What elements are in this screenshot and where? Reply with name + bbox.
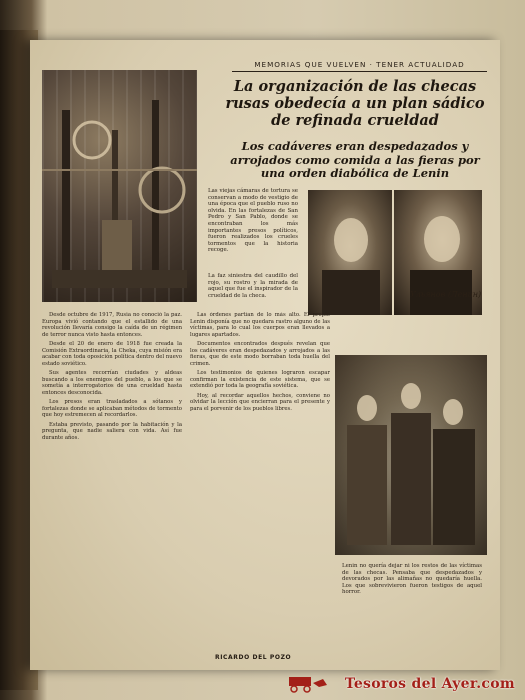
lenin-caption: La faz siniestra del caudillo del rojo, su rostro y la mirada de aquel que fue el inspirador de la crueldad de la checa. [208, 273, 298, 299]
article-paragraph: Los presos eran trasladados a sótanos y fortalezas donde se aplicaban métodos de tormento que hoy estremecen al recordarlos. [42, 399, 182, 418]
lenin-portrait-front [308, 190, 392, 315]
group-photo [335, 355, 487, 555]
article-paragraph: Estaba previsto, pasando por la habitación y la pregunta, que nadie saliera con vida. Así fue durante años. [42, 421, 182, 441]
stagecoach-logo-icon [283, 673, 329, 693]
article-paragraph: Los testimonios de quienes lograron escapar confirman la existencia de este sistema, que se extendió por toda la geografía soviética. [190, 370, 330, 389]
byline: RICARDO DEL POZO [215, 654, 292, 661]
figure-shape [433, 429, 475, 545]
article-paragraph: Documentos encontrados después revelan que los cadáveres eran despedazados y arrojados a las fieras, que de este modo borraban toda huella del crimen. [190, 341, 330, 367]
machinery-caption: Las viejas cámaras de tortura se conservan a modo de vestigio de una época que el pueblo ruso no olvida. En las fortalezas de San Pedro y San Pablo, donde se encontraban los más importantes presos políticos, fueron realizados los crueles tormentos que la historia recoge. [208, 188, 298, 254]
article-paragraph: Desde octubre de 1917, Rusia no conoció la paz. Europa vivió contando que el estallido de una revolución llevaría consigo la caída de un régimen de terror nunca visto hasta entonces. [42, 312, 182, 338]
watermark [345, 676, 515, 692]
article-paragraph: Hoy, al recordar aquellos hechos, conviene no olvidar la lección que encierran para el presente y para el porvenir de los pueblos libres. [190, 392, 330, 412]
article-column-middle [190, 312, 330, 632]
section-title: MEMORIAS QUE VUELVEN · TENER ACTUALIDAD [232, 60, 487, 72]
machinery-illustration [42, 70, 197, 302]
lenin-signature: Ульянов (Ленин) [410, 290, 482, 299]
face-shape [443, 399, 463, 425]
watermark-domain: .com [476, 676, 515, 692]
face-shape [401, 383, 421, 409]
coat-shape [322, 270, 380, 315]
magazine-page [30, 40, 500, 670]
torture-machinery-photo [42, 70, 197, 302]
watermark-name: Tesoros del Ayer [344, 676, 477, 692]
face-shape [334, 218, 368, 262]
figure-shape [347, 425, 387, 545]
article-paragraph: Las órdenes partían de lo más alto. El propio Lenin disponía que no quedara rastro alguno de las víctimas, para lo cual los cuerpos eran llevados a lugares apartados. [190, 312, 330, 338]
face-shape [357, 395, 377, 421]
article-paragraph: Sus agentes recorrían ciudades y aldeas buscando a los enemigos del pueblo, a los que se sometía a interrogatorios de una crueldad hasta entonces desconocida. [42, 370, 182, 396]
figure-shape [391, 413, 431, 545]
face-shape [424, 216, 460, 262]
headline: La organización de las checas rusas obedecía a un plan sádico de refinada crueldad [225, 78, 485, 129]
article-paragraph: Desde el 20 de enero de 1918 fue creada la Comisión Extraordinaria, la Cheka, cuya misión era acabar con toda oposición política dentro del nuevo estado soviético. [42, 341, 182, 367]
article-column-left [42, 312, 182, 632]
group-caption: Lenin no quería dejar ni los restos de las víctimas de las checas. Pensaba que despedazados y devorados por las alimañas no quedaría huella. Los que sobrevivieron fueron testigos de aquel horror. [342, 563, 482, 596]
subheadline: Los cadáveres eran despedazados y arrojados como comida a las fieras por una orden diabólica de Lenin [230, 139, 480, 180]
